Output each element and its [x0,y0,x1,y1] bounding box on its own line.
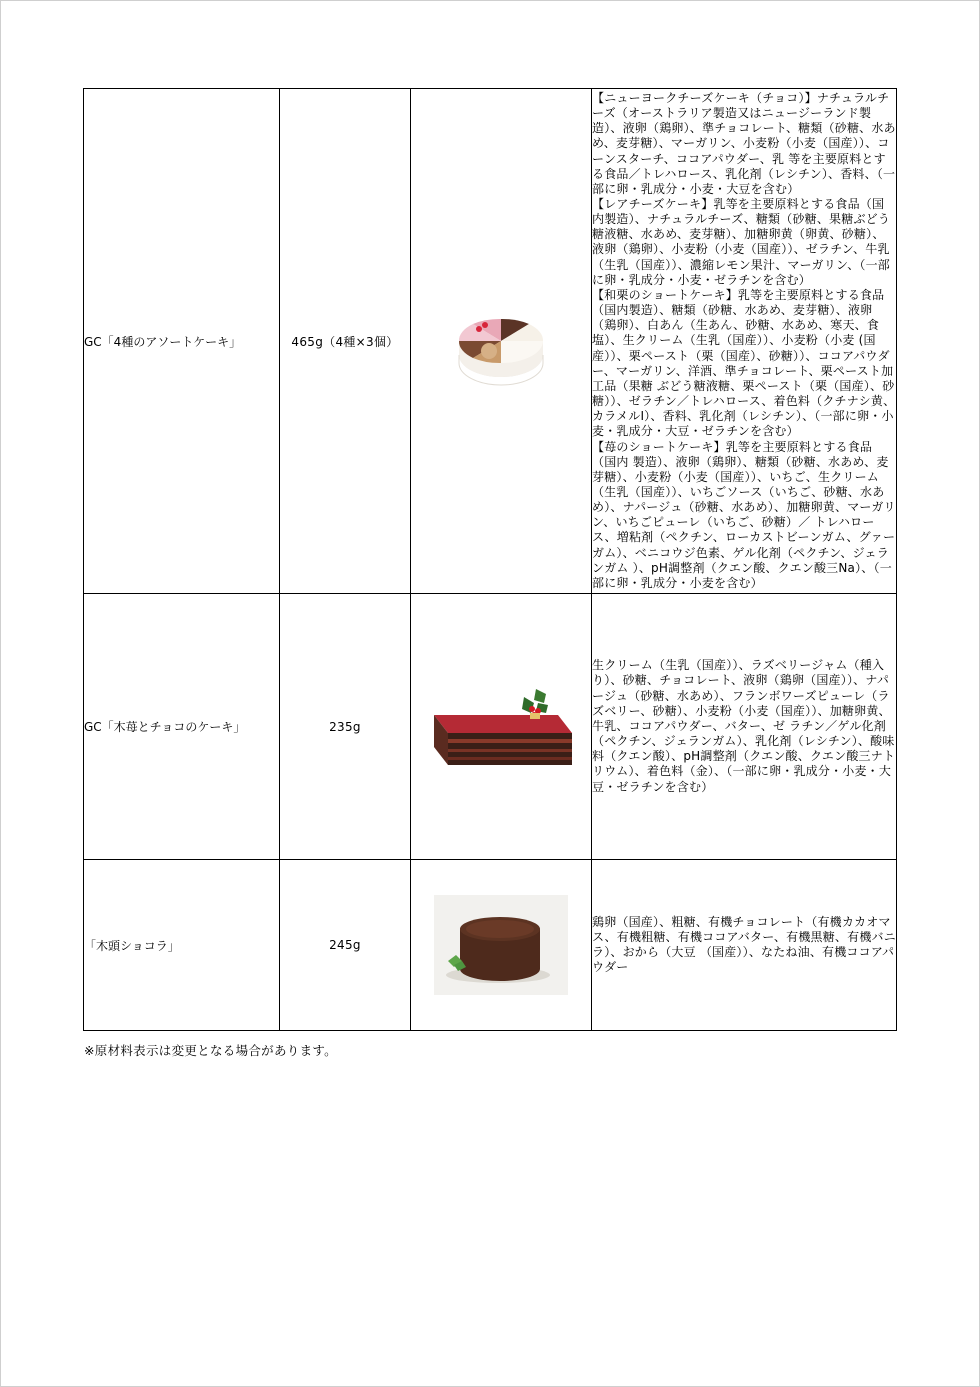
table-row [84,860,897,1031]
ingredient-block: 生クリーム（生乳（国産））、ラズベリージャム（種入り）、砂糖、チョコレート、液卵（鶏卵（国産））、ナパージュ（砂糖、水あめ）、フランボワーズピューレ（ラズベリー、砂糖）、小麦粉（小麦（国産））、加糖卵黄、牛乳、ココアパウダー、バター、ゼ ラチン／ゲル化剤（ペクチン、ジェランガム）、乳化剤（レシチン）、酸味料（クエン酸）、pH調整剤（クエン酸、クエン酸三ナト リウム）、着色料（金）、（一部に卵・乳成分・小麦・大豆・ゼラチンを含む） [592,658,896,794]
ingredient-block: 鶏卵（国産）、粗糖、有機チョコレート（有機カカオマス、有機粗糖、有機ココアバター、有機黒糖、有機バニラ）、おから（大豆 （国産））、なたね油、有機ココアパウダー [592,914,896,975]
product-name: GC「木苺とチョコのケーキ」 [84,594,280,860]
product-size: 245g [280,860,411,1031]
product-size: 465g（4種×3個） [280,89,411,594]
disclaimer-note: ※原材料表示は変更となる場合があります。 [84,1043,337,1058]
ingredients-cell [592,594,897,860]
product-size: 235g [280,594,411,860]
ingredient-block: 【レアチーズケーキ】乳等を主要原料とする食品（国内製造）、ナチュラルチーズ、糖類（砂糖、果糖ぶどう糖液糖、水あめ、麦芽糖）、加糖卵黄（卵黄、砂糖）、液卵（鶏卵）、小麦粉（小麦（国産））、ゼラチン、牛乳（生乳（国産））、濃縮レモン果汁、マーガリン、（一部に卵・乳成分・小麦・ゼラチンを含む） [592,197,891,287]
ingredient-block: 【苺のショートケーキ】乳等を主要原料とする食品（国内 製造）、液卵（鶏卵）、糖類（砂糖、水あめ、麦芽糖）、小麦粉（小麦（国産））、いちご、生クリーム（生乳（国産））、いちごソース（いちご、砂糖、水あめ）、ナパージュ（砂糖、水あめ）、加糖卵黄、マーガリン、いちごピューレ（いちご、砂糖）／ トレハロース、増粘剤（ペクチン、ローカストビーンガム、グァーガム）、ベニコウジ色素、ゲル化剤（ペクチン、ジェランガム ）、pH調整剤（クエン酸、クエン酸三Na）、（一部に卵・乳成分・小麦を含む） [592,439,896,590]
product-name: 「木頭ショコラ」 [84,860,280,1031]
table-row [84,89,897,594]
ingredient-block: 【和栗のショートケーキ】乳等を主要原料とする食品（国内製造）、糖類（砂糖、水あめ、麦芽糖）、液卵（鶏卵）、白あん（生あん、砂糖、水あめ、寒天、食塩）、生クリーム（生乳（国産））、小麦粉（小麦 (国産））、栗ペースト（栗（国産）、砂糖））、ココアパウダー、マーガリン、洋酒、準チョコレート、栗ペースト加工品（果糖 ぶどう糖液糖、栗ペースト（栗（国産）、砂糖））、ゼラチン／トレハロース、着色料（クチナシ黄、カラメルⅠ）、香料、乳化剤（レシチン）、（一部に卵・小麦・乳成分・大豆・ゼラチンを含む） [592,287,896,439]
chocolate-cake-photo [411,860,592,1031]
raspberry-chocolate-cake-photo [411,594,592,860]
ingredients-cell [592,860,897,1031]
table-row [84,594,897,860]
ingredients-cell [592,89,897,594]
product-table [83,88,897,1031]
product-name: GC「4種のアソートケーキ」 [84,89,280,594]
assorted-cake-photo [411,89,592,594]
ingredient-block: 【ニューヨークチーズケーキ（チョコ）】ナチュラルチーズ（オーストラリア製造又はニュージーランド製造）、液卵（鶏卵）、準チョコレート、糖類（砂糖、水あめ、麦芽糖）、マーガリン、小麦粉（小麦（国産））、コーンスターチ、ココアパウダー、乳 等を主要原料とする食品／トレハロース、乳化剤（レシチン）、香料、（一部に卵・乳成分・小麦・大豆を含む） [592,90,896,196]
